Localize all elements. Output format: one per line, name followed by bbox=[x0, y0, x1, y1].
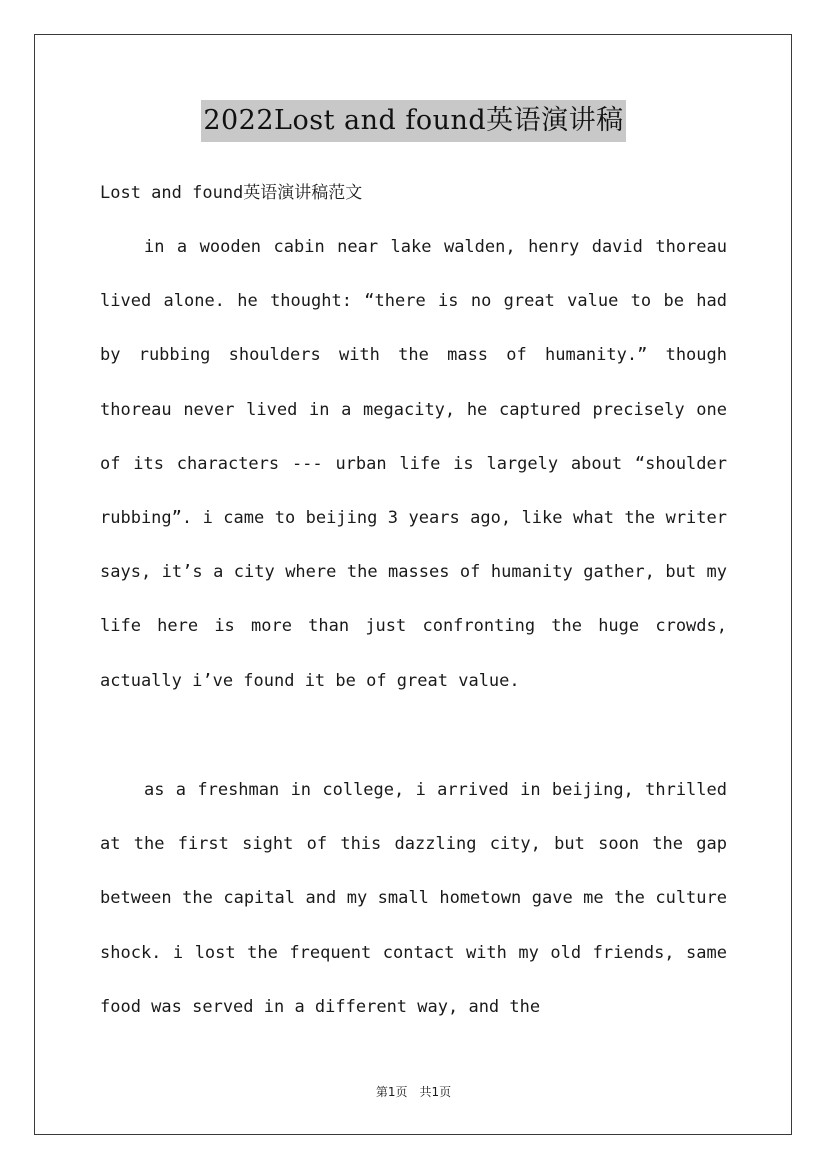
paragraph-2: as a freshman in college, i arrived in beijing, thrilled at the first sight of this dazzling city, but soon the gap between the capital and my small hometown gave me the culture shock. i lost the frequent contact with my old friends, same food was served in a different way, and the bbox=[100, 780, 727, 1017]
paragraph-1: in a wooden cabin near lake walden, henry david thoreau lived alone. he thought: “there is no great value to be had by rubbing shoulders with the mass of humanity.” though thoreau never lived in a megacity, he captured precisely one of its characters --- urban life is largely about “shoulder rubbing”. i came to beijing 3 years ago, like what the writer says, it’s a city where the masses of humanity gather, but my life here is more than just confronting the huge crowds, actually i’ve found it be of great value. bbox=[100, 237, 727, 691]
document-title: 2022Lost and found英语演讲稿 bbox=[201, 100, 625, 142]
document-subtitle: Lost and found英语演讲稿范文 bbox=[100, 183, 363, 203]
title-container bbox=[0, 100, 827, 142]
page-total: 共1页 bbox=[419, 1085, 452, 1099]
page-footer bbox=[0, 1083, 827, 1101]
page-number: 第1页 bbox=[375, 1085, 408, 1099]
